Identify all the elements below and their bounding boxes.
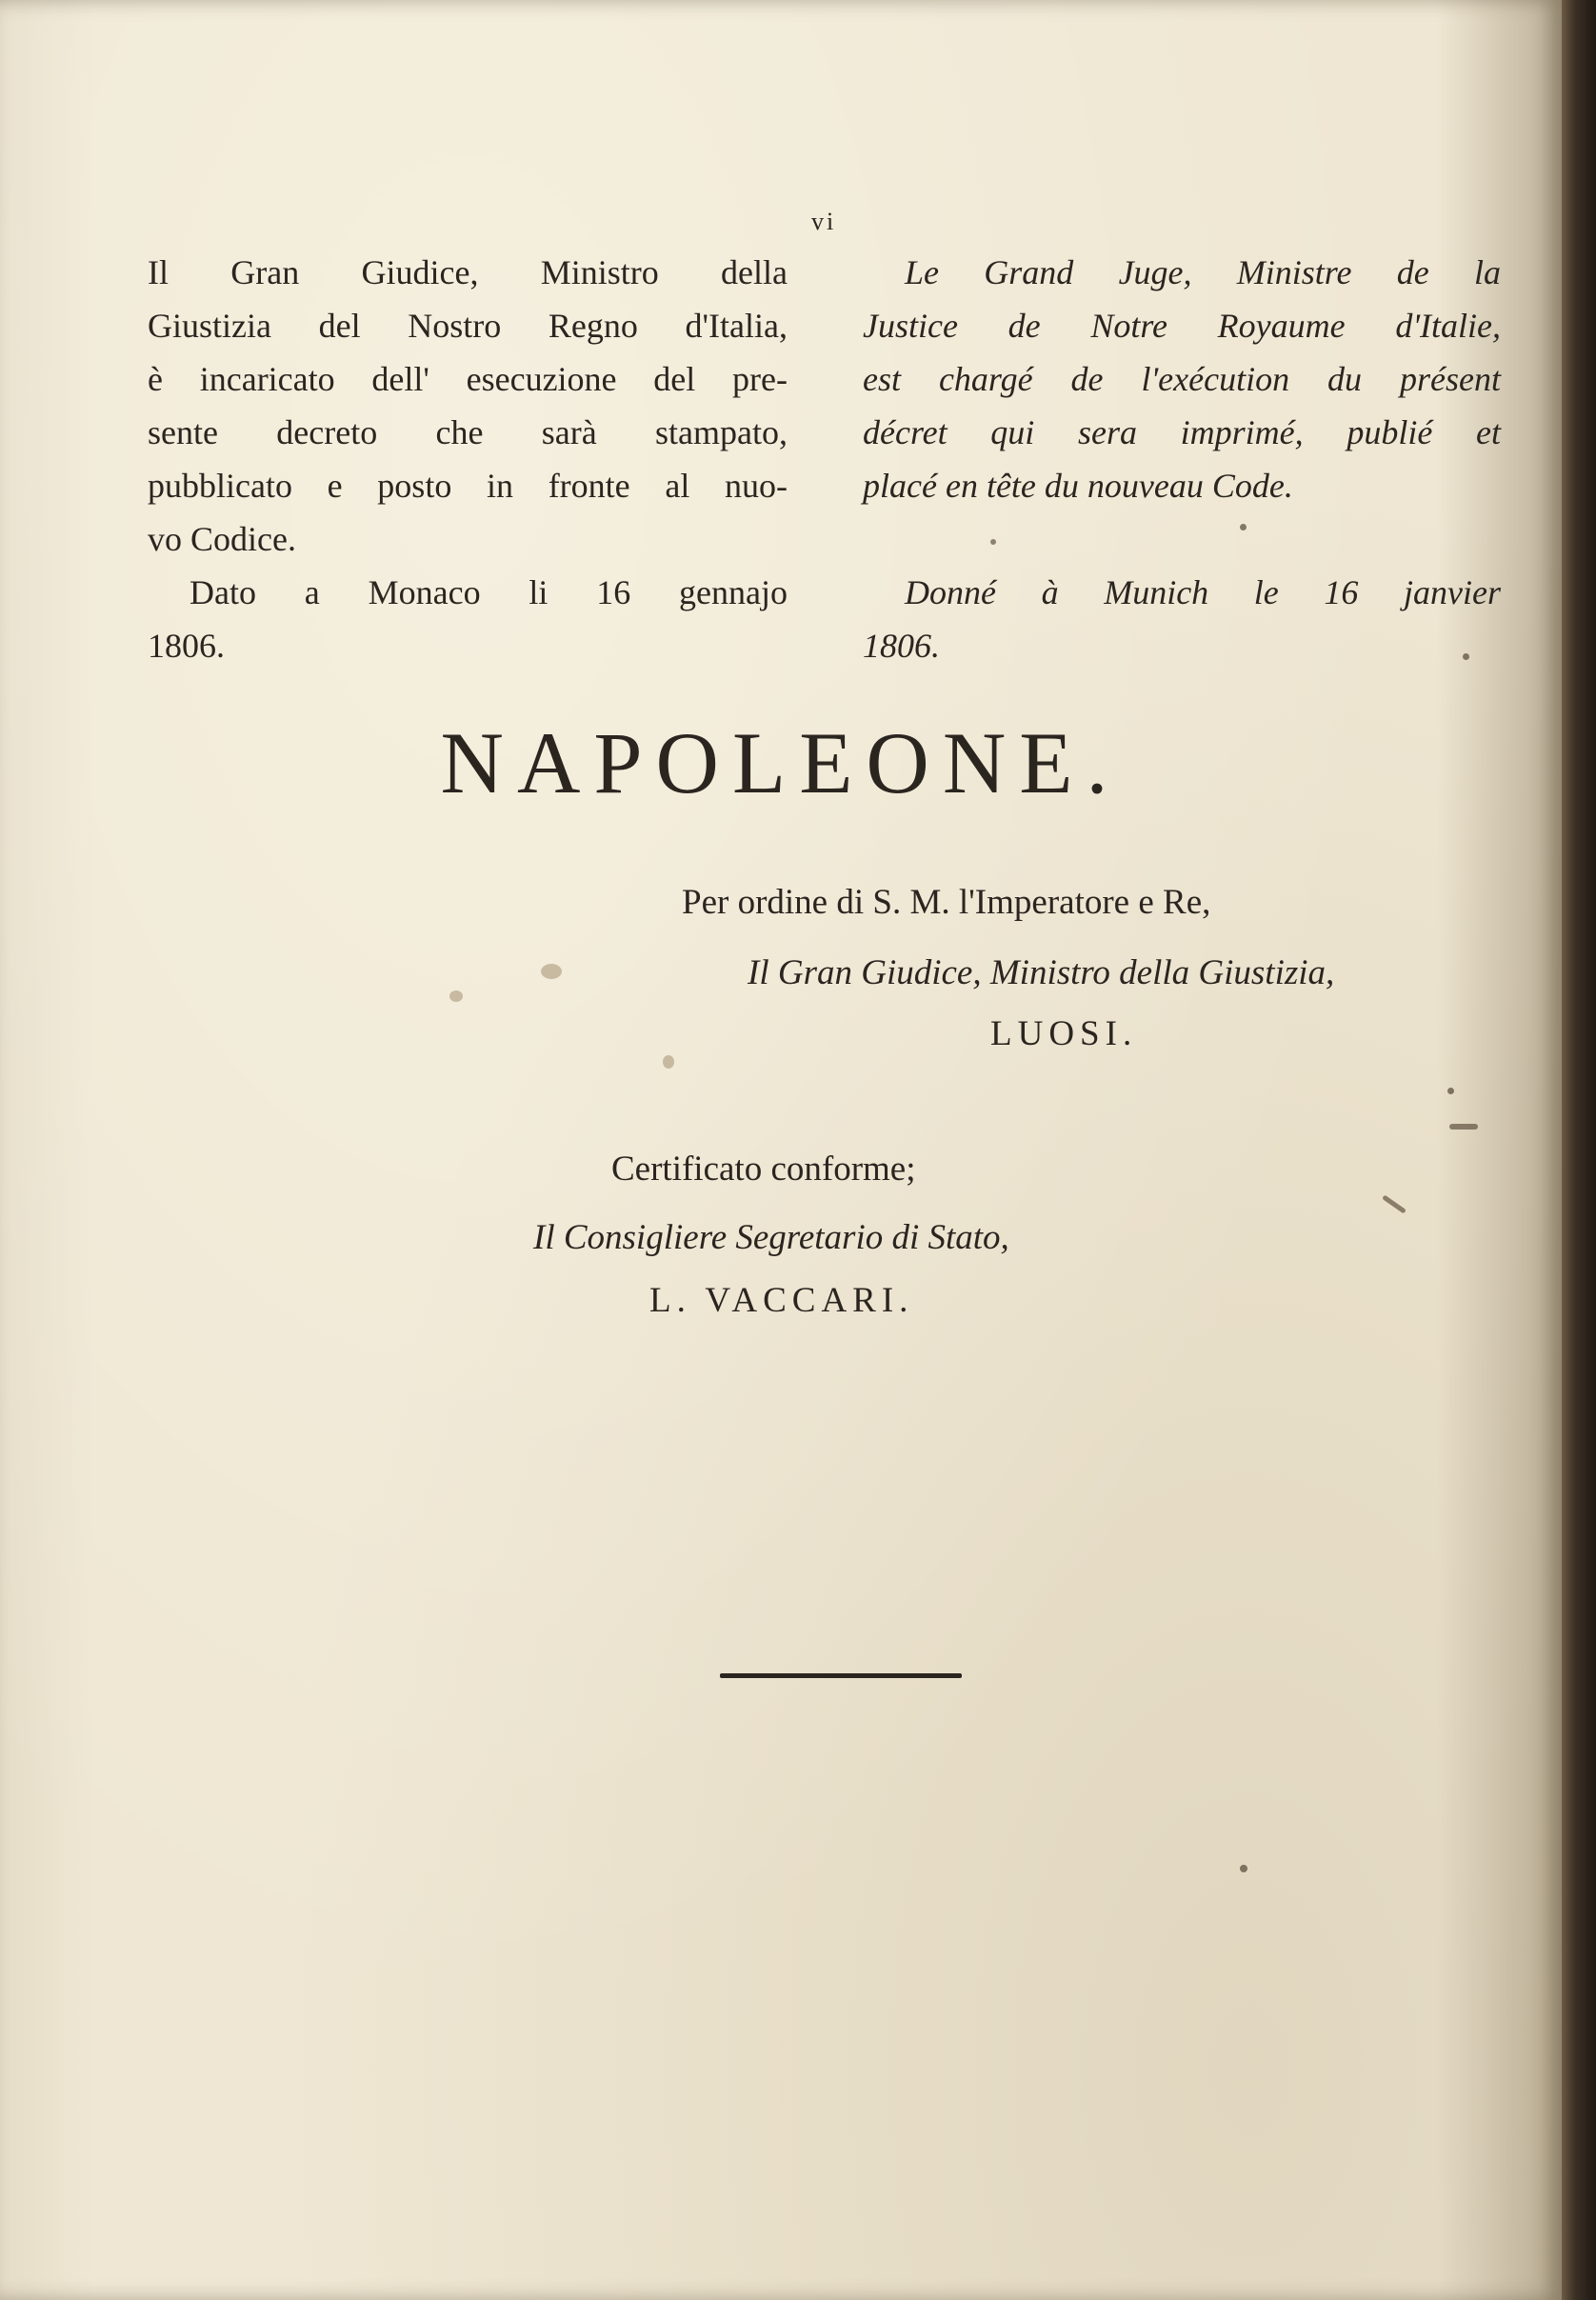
italian-line: sente decreto che sarà stampato, <box>148 413 788 451</box>
page-number: vi <box>811 208 837 235</box>
ink-dot <box>1463 653 1469 660</box>
minister-title: Il Gran Giudice, Ministro della Giustizia, <box>748 953 1335 992</box>
italian-date-line: Dato a Monaco li 16 gennajo <box>190 573 788 611</box>
ink-dot <box>1447 1088 1454 1094</box>
ink-dot <box>990 539 996 545</box>
italian-line: è incaricato dell' esecuzione del pre- <box>148 360 788 398</box>
certified-line: Certificato conforme; <box>611 1150 916 1189</box>
french-date-line: Donné à Munich le 16 janvier <box>905 573 1501 611</box>
napoleone-title: NAPOLEONE. <box>440 714 1122 811</box>
foxing-spot <box>449 990 463 1002</box>
italian-line: pubblicato e posto in fronte al nuo- <box>148 467 788 505</box>
ink-dot <box>1240 524 1247 530</box>
foxing-spot <box>663 1055 674 1069</box>
french-line: est chargé de l'exécution du présent <box>863 360 1501 398</box>
italian-line: vo Codice. <box>148 520 296 558</box>
french-line: Le Grand Juge, Ministre de la <box>905 253 1501 291</box>
french-line: placé en tête du nouveau Code. <box>863 467 1293 505</box>
italian-year-line: 1806. <box>148 627 225 665</box>
french-text-column <box>863 246 1501 672</box>
minister-name: LUOSI. <box>990 1014 1138 1053</box>
ink-dot <box>1240 1865 1247 1872</box>
french-line: décret qui sera imprimé, publié et <box>863 413 1501 451</box>
italian-line: Giustizia del Nostro Regno d'Italia, <box>148 307 788 345</box>
french-year-line: 1806. <box>863 627 940 665</box>
italian-line: Il Gran Giudice, Ministro della <box>148 253 788 291</box>
french-blank-line <box>863 512 1501 566</box>
ink-mark <box>1382 1194 1406 1213</box>
foxing-spot <box>541 964 562 979</box>
secretary-title: Il Consigliere Segretario di Stato, <box>533 1218 1009 1257</box>
secretary-name: L. VACCARI. <box>649 1281 914 1320</box>
order-line: Per ordine di S. M. l'Imperatore e Re, <box>682 883 1211 922</box>
book-spine-edge <box>1562 0 1596 2300</box>
ink-mark <box>1449 1124 1478 1130</box>
french-line: Justice de Notre Royaume d'Italie, <box>863 307 1501 345</box>
italian-text-column <box>148 246 788 672</box>
closing-rule <box>720 1673 962 1678</box>
